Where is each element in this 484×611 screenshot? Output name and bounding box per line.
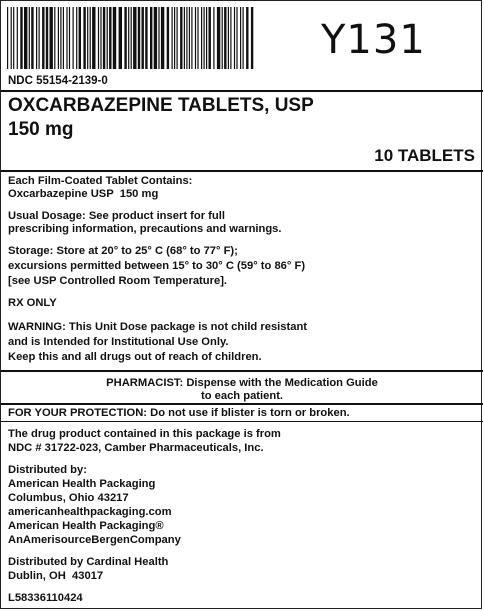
barcode-bar bbox=[50, 7, 53, 69]
distributor-line: AnAmerisourceBergenCompany bbox=[8, 534, 181, 546]
barcode-bar bbox=[109, 7, 111, 69]
barcode-bar bbox=[131, 7, 132, 69]
distributor2-line: Dublin, OH 43017 bbox=[8, 570, 104, 582]
product-code: L58336110424 bbox=[8, 592, 83, 604]
barcode-bar bbox=[174, 7, 175, 69]
product-name: OXCARBAZEPINE TABLETS, USP bbox=[8, 95, 314, 116]
barcode-bar bbox=[251, 7, 253, 69]
barcode-bar bbox=[100, 7, 101, 69]
warning-line: and is Intended for Institutional Use Only. bbox=[8, 336, 229, 348]
divider bbox=[1, 90, 483, 92]
barcode-bar bbox=[92, 7, 95, 69]
storage-line: excursions permitted between 15° to 30° C (59° to 86° F) bbox=[8, 260, 306, 272]
barcode-bar bbox=[87, 7, 88, 69]
divider bbox=[1, 403, 483, 405]
barcode-bar bbox=[31, 7, 33, 69]
barcode-bar bbox=[7, 7, 8, 69]
barcode-bar bbox=[83, 7, 85, 69]
distributor-line: Columbus, Ohio 43217 bbox=[8, 492, 129, 504]
barcode-bar bbox=[197, 7, 198, 69]
barcode-bar bbox=[66, 7, 67, 69]
barcode-bar bbox=[73, 7, 74, 69]
barcode-bar bbox=[236, 7, 237, 69]
barcode-bar bbox=[133, 7, 136, 69]
barcode-bar bbox=[29, 7, 30, 69]
barcode-bar bbox=[69, 7, 70, 69]
rx-only: RX ONLY bbox=[8, 297, 57, 309]
barcode-bar bbox=[58, 7, 59, 69]
composition-heading: Each Film-Coated Tablet Contains: bbox=[8, 175, 193, 187]
dosage-line: Usual Dosage: See product insert for full bbox=[8, 210, 225, 222]
storage-line: [see USP Controlled Room Temperature]. bbox=[8, 275, 228, 287]
barcode-bar bbox=[145, 7, 147, 69]
barcode-bar bbox=[128, 7, 129, 69]
ndc-number: NDC 55154-2139-0 bbox=[8, 75, 108, 87]
barcode-bar bbox=[17, 7, 18, 69]
barcode-bar bbox=[161, 7, 164, 69]
barcode-bar bbox=[11, 7, 12, 69]
barcode-bar bbox=[107, 7, 108, 69]
barcode-bar bbox=[138, 7, 140, 69]
barcode-bar bbox=[228, 7, 229, 69]
storage-line: Storage: Store at 20° to 25° C (68° to 77° F); bbox=[8, 245, 238, 257]
divider bbox=[1, 370, 483, 372]
barcode-bar bbox=[189, 7, 190, 69]
barcode-bar bbox=[172, 7, 173, 69]
pharmacist-line: PHARMACIST: Dispense with the Medication Guide bbox=[106, 377, 378, 389]
barcode-bar bbox=[201, 7, 202, 69]
barcode-bar bbox=[180, 7, 182, 69]
pharmacist-line: to each patient. bbox=[200, 390, 284, 402]
protection-notice: FOR YOUR PROTECTION: Do not use if blister is torn or broken. bbox=[8, 407, 350, 419]
barcode-bar bbox=[204, 7, 205, 69]
barcode-bar bbox=[20, 7, 22, 69]
barcode-bar bbox=[36, 7, 37, 69]
barcode-bar bbox=[90, 7, 91, 69]
distributor-line: American Health Packaging bbox=[8, 478, 156, 490]
barcode-image bbox=[7, 7, 257, 69]
barcode-bar bbox=[142, 7, 144, 69]
barcode-bar bbox=[42, 7, 44, 69]
product-title bbox=[8, 94, 314, 142]
barcode-bar bbox=[13, 7, 14, 69]
composition-ingredient: Oxcarbazepine USP 150 mg bbox=[8, 188, 159, 200]
barcode-bar bbox=[119, 7, 122, 69]
barcode-bar bbox=[195, 7, 196, 69]
tablet-count: 10 TABLETS bbox=[374, 146, 475, 165]
barcode-bar bbox=[240, 7, 241, 69]
barcode-bar bbox=[184, 7, 185, 69]
barcode-bar bbox=[54, 7, 55, 69]
distributor-line: Distributed by: bbox=[8, 464, 87, 476]
lot-code: Y131 bbox=[321, 17, 426, 63]
barcode-bar bbox=[79, 7, 81, 69]
distributor2-line: Distributed by Cardinal Health bbox=[8, 556, 169, 568]
dosage-line: prescribing information, precautions and warnings. bbox=[8, 223, 282, 235]
barcode-bar bbox=[60, 7, 61, 69]
barcode-bar bbox=[63, 7, 64, 69]
barcode-bar bbox=[158, 7, 159, 69]
divider bbox=[1, 170, 483, 172]
barcode-bar bbox=[113, 7, 116, 69]
barcode-bar bbox=[177, 7, 178, 69]
barcode-bar bbox=[222, 7, 223, 69]
distributor-line: americanhealthpackaging.com bbox=[8, 506, 172, 518]
barcode-bar bbox=[217, 7, 220, 69]
barcode-bar bbox=[154, 7, 157, 69]
barcode-bar bbox=[209, 7, 211, 69]
barcode-bar bbox=[46, 7, 48, 69]
barcode-bar bbox=[230, 7, 231, 69]
product-strength: 150 mg bbox=[8, 119, 74, 140]
source-line: The drug product contained in this package is from bbox=[8, 428, 281, 440]
barcode-bar bbox=[76, 7, 77, 69]
warning-line: WARNING: This Unit Dose package is not child resistant bbox=[8, 321, 308, 333]
distributor-line: American Health Packaging® bbox=[8, 520, 164, 532]
barcode-bar bbox=[191, 7, 192, 69]
barcode-bar bbox=[98, 7, 99, 69]
warning-line: Keep this and all drugs out of reach of children. bbox=[8, 351, 262, 363]
source-line: NDC # 31722-023, Camber Pharmaceuticals, Inc. bbox=[8, 442, 264, 454]
barcode-bar bbox=[39, 7, 40, 69]
barcode-bar bbox=[246, 7, 248, 69]
barcode-bar bbox=[124, 7, 126, 69]
barcode-bar bbox=[24, 7, 27, 69]
barcode-bar bbox=[213, 7, 214, 69]
barcode-bar bbox=[167, 7, 169, 69]
barcode-bar bbox=[243, 7, 244, 69]
barcode-bar bbox=[186, 7, 187, 69]
barcode-bar bbox=[103, 7, 105, 69]
barcode-bar bbox=[150, 7, 152, 69]
divider bbox=[1, 421, 483, 422]
barcode-bar bbox=[224, 7, 226, 69]
barcode-bar bbox=[206, 7, 207, 69]
barcode-bar bbox=[234, 7, 235, 69]
